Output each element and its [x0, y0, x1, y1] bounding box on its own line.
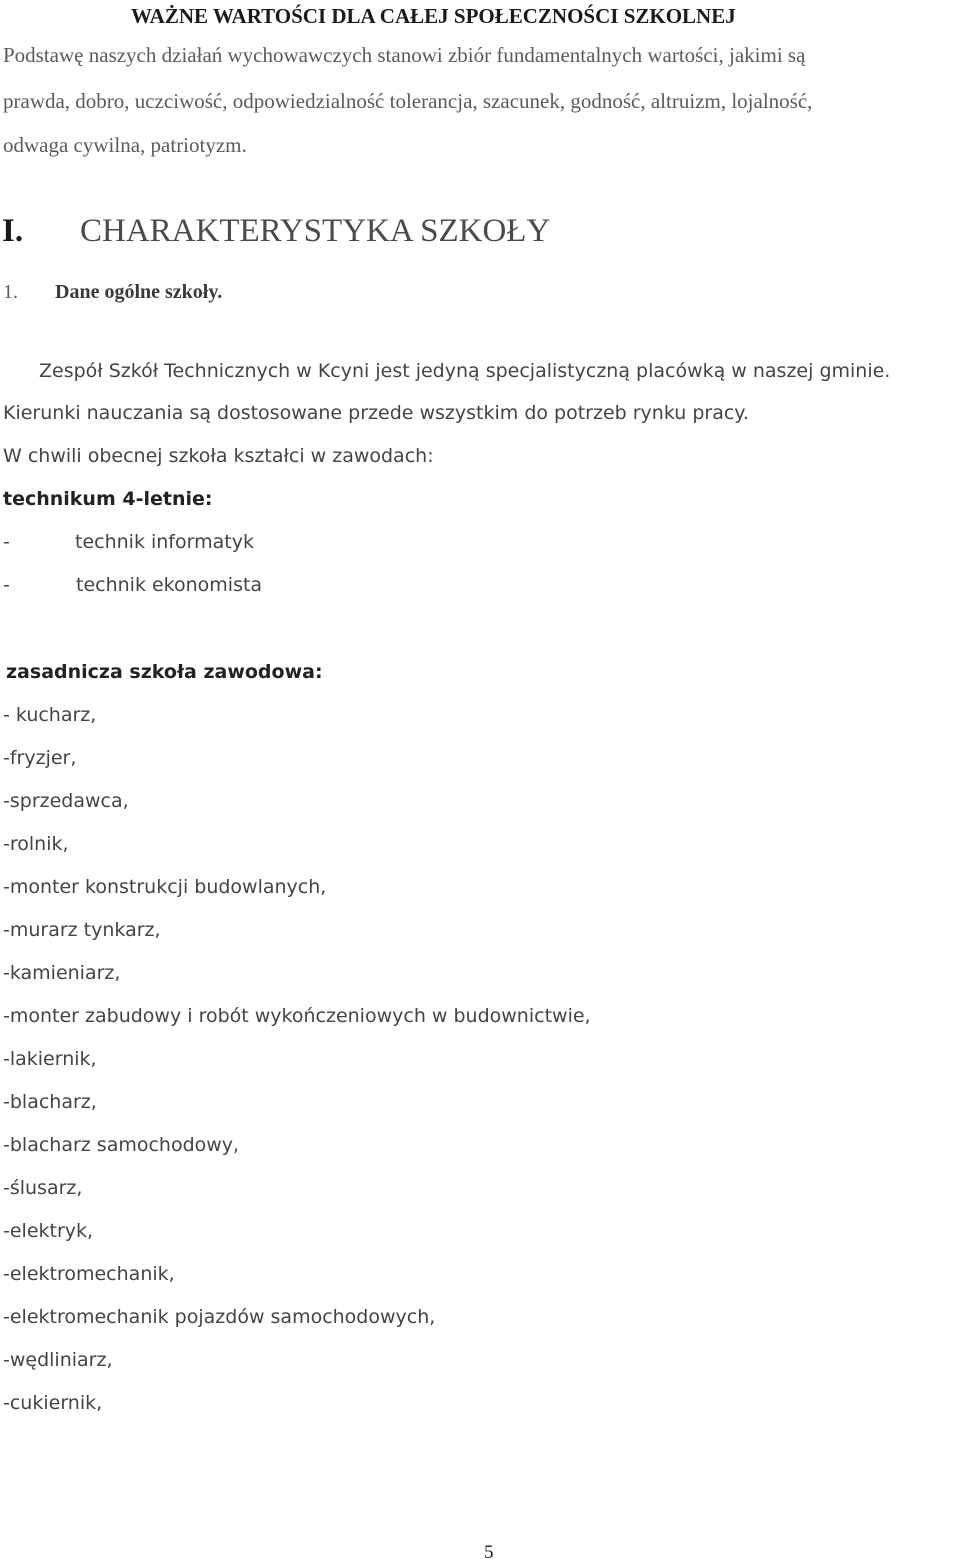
list-item: -rolnik,	[3, 833, 69, 855]
section-number: I.	[2, 213, 24, 249]
section-heading	[2, 212, 551, 250]
list-item: -ślusarz,	[3, 1177, 83, 1199]
subsection-title: Dane ogólne szkoły.	[55, 281, 223, 303]
technikum-heading: technikum 4-letnie:	[3, 488, 213, 510]
list-item: -blacharz,	[3, 1091, 97, 1113]
list-item: -fryzjer,	[3, 747, 77, 769]
intro-line: W chwili obecnej szkoła kształci w zawodach:	[3, 445, 434, 467]
list-item: -elektryk,	[3, 1220, 94, 1242]
zawodowa-heading: zasadnicza szkoła zawodowa:	[6, 661, 323, 683]
section-title: CHARAKTERYSTYKA SZKOŁY	[80, 213, 551, 249]
list-item: -elektromechanik,	[3, 1263, 175, 1285]
list-item	[3, 572, 263, 598]
list-item: -wędliniarz,	[3, 1349, 113, 1371]
values-paragraph-line: Podstawę naszych działań wychowawczych stanowi zbiór fundamentalnych wartości, jakimi są	[3, 43, 806, 67]
values-heading: WAŻNE WARTOŚCI DLA CAŁEJ SPOŁECZNOŚCI SZKOLNEJ	[131, 4, 736, 28]
list-item: -monter zabudowy i robót wykończeniowych w budownictwie,	[3, 1005, 591, 1027]
intro-line: Kierunki nauczania są dostosowane przede wszystkim do potrzeb rynku pracy.	[3, 402, 749, 424]
list-item: -blacharz samochodowy,	[3, 1134, 240, 1156]
list-item: -sprzedawca,	[3, 790, 129, 812]
list-item: -lakiernik,	[3, 1048, 97, 1070]
page-number: 5	[484, 1542, 494, 1563]
list-item: -murarz tynkarz,	[3, 919, 161, 941]
subsection-heading	[3, 279, 223, 305]
intro-line: Zespół Szkół Technicznych w Kcyni jest jedyną specjalistyczną placówką w naszej gminie.	[39, 360, 891, 382]
list-item	[3, 529, 254, 555]
list-item: -elektromechanik pojazdów samochodowych,	[3, 1306, 436, 1328]
list-item-label: technik ekonomista	[76, 574, 263, 596]
values-paragraph-line: odwaga cywilna, patriotyzm.	[3, 133, 247, 157]
list-item: -cukiernik,	[3, 1392, 103, 1414]
subsection-number: 1.	[3, 281, 18, 303]
list-dash: -	[3, 574, 10, 596]
list-item: -monter konstrukcji budowlanych,	[3, 876, 327, 898]
values-paragraph-line: prawda, dobro, uczciwość, odpowiedzialność tolerancja, szacunek, godność, altruizm, lojalność,	[3, 89, 813, 113]
list-item: -kamieniarz,	[3, 962, 121, 984]
list-item: - kucharz,	[3, 704, 97, 726]
list-item-label: technik informatyk	[75, 531, 254, 553]
list-dash: -	[3, 531, 10, 553]
